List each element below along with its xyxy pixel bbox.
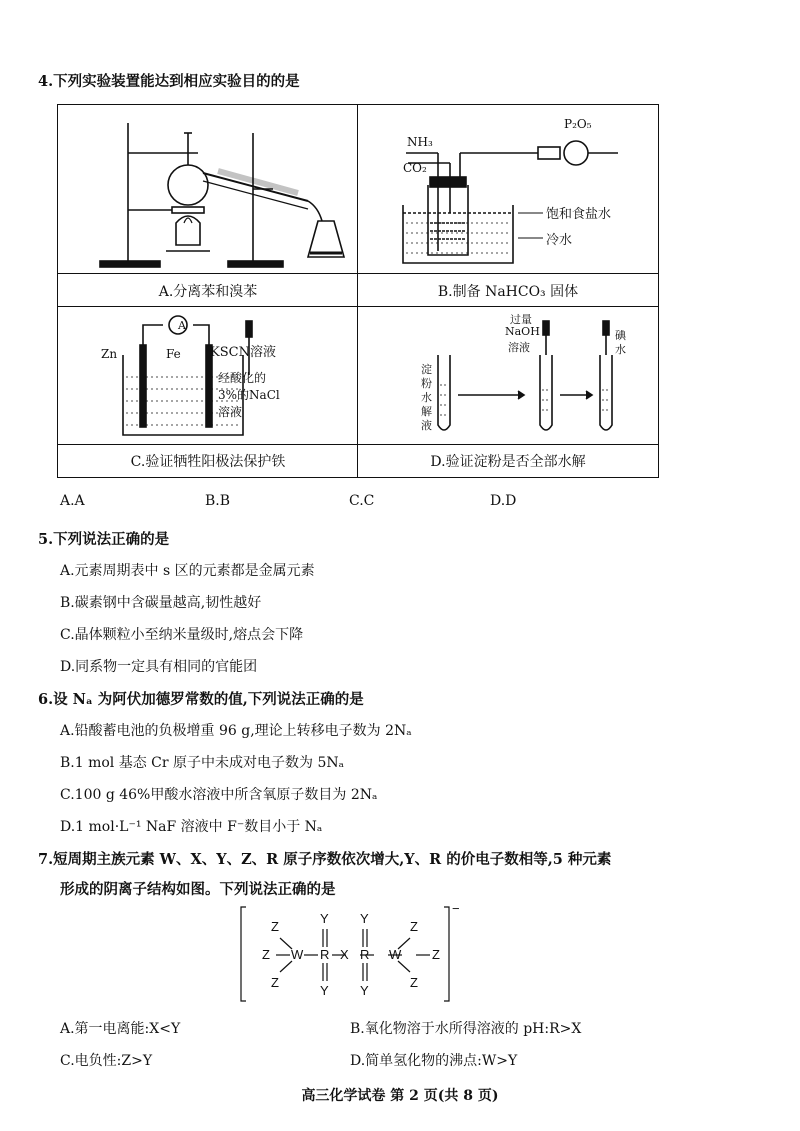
q5-option-d[interactable]: D.同系物一定具有相同的官能团 — [60, 659, 258, 675]
label-nacl: 3%的NaCl — [218, 388, 280, 402]
label-co2: CO₂ — [403, 161, 427, 175]
table-divider — [58, 444, 658, 445]
atom-y: Y — [320, 983, 329, 998]
caption-d: D.验证淀粉是否全部水解 — [430, 454, 586, 470]
q6-stem: 6.设 Nₐ 为阿伏加德罗常数的值,下列说法正确的是 — [38, 691, 364, 708]
label-naoh-solution: 溶液 — [508, 341, 530, 354]
atom-r: R — [320, 947, 330, 962]
atom-z: Z — [262, 947, 270, 962]
caption-c: C.验证牺牲阳极法保护铁 — [130, 454, 286, 470]
label-starch-4: 解 — [421, 405, 432, 418]
anion-charge: − — [452, 901, 460, 916]
atom-z: Z — [271, 919, 279, 934]
label-zn: Zn — [101, 347, 118, 361]
atom-w: W — [389, 947, 402, 962]
atom-w: W — [291, 947, 304, 962]
ammeter-icon: A — [178, 319, 186, 332]
q5-stem: 5.下列说法正确的是 — [38, 531, 170, 548]
anion-structure-diagram — [240, 901, 460, 1003]
caption-a: A.分离苯和溴苯 — [158, 284, 258, 300]
distillation-apparatus-drawing — [78, 113, 348, 269]
q4-stem: 4.下列实验装置能达到相应实验目的的是 — [38, 73, 300, 90]
atom-z: Z — [271, 975, 279, 990]
label-starch-3: 水 — [421, 391, 432, 404]
label-saturated-brine: 饱和食盐水 — [546, 207, 612, 222]
q4-option-a[interactable]: A.A — [60, 493, 85, 509]
q7-option-a[interactable]: A.第一电离能:X<Y — [60, 1021, 181, 1037]
q6-option-d[interactable]: D.1 mol·L⁻¹ NaF 溶液中 F⁻数目小于 Nₐ — [60, 819, 323, 835]
q4-option-d[interactable]: D.D — [490, 493, 517, 509]
atom-z: Z — [410, 975, 418, 990]
sacrificial-anode-drawing — [78, 315, 348, 441]
table-divider — [58, 273, 658, 274]
q7-option-b[interactable]: B.氧化物溶于水所得溶液的 pH:R>X — [350, 1021, 582, 1037]
atom-r: R — [360, 947, 370, 962]
atom-y: Y — [320, 911, 329, 926]
label-starch-1: 淀 — [421, 363, 432, 376]
page-footer: 高三化学试卷 第 2 页(共 8 页) — [301, 1088, 499, 1104]
atom-z: Z — [432, 947, 440, 962]
label-acidified: 经酸化的 — [218, 371, 267, 385]
q5-option-c[interactable]: C.晶体颗粒小至纳米量级时,熔点会下降 — [60, 627, 304, 643]
label-excess: 过量 — [510, 313, 532, 326]
q6-option-a[interactable]: A.铅酸蓄电池的负极增重 96 g,理论上转移电子数为 2Nₐ — [60, 723, 412, 739]
label-p2o5: P₂O₅ — [564, 117, 592, 131]
atom-x: X — [340, 947, 349, 962]
q7-option-d[interactable]: D.简单氢化物的沸点:W>Y — [350, 1053, 518, 1069]
atom-y: Y — [360, 983, 369, 998]
label-starch-2: 粉 — [421, 377, 432, 390]
q5-option-b[interactable]: B.碳素钢中含碳量越高,韧性越好 — [60, 595, 262, 611]
q4-apparatus-table — [57, 104, 659, 478]
label-naoh: NaOH — [505, 325, 540, 338]
q7-stem-line2: 形成的阴离子结构如图。下列说法正确的是 — [60, 881, 336, 898]
q5-option-a[interactable]: A.元素周期表中 s 区的元素都是金属元素 — [60, 563, 315, 579]
q6-option-b[interactable]: B.1 mol 基态 Cr 原子中未成对电子数为 5Nₐ — [60, 755, 345, 771]
label-cold-water: 冷水 — [546, 233, 573, 248]
q4-option-b[interactable]: B.B — [205, 493, 231, 509]
label-iodine-1: 碘 — [615, 329, 626, 342]
label-fe: Fe — [166, 347, 181, 361]
label-starch-5: 液 — [421, 419, 432, 432]
label-iodine-2: 水 — [615, 343, 626, 356]
q7-option-c[interactable]: C.电负性:Z>Y — [60, 1053, 153, 1069]
atom-z: Z — [410, 919, 418, 934]
label-nh3: NH₃ — [407, 135, 433, 149]
caption-b: B.制备 NaHCO₃ 固体 — [437, 284, 579, 300]
label-kscn: KSCN溶液 — [210, 345, 276, 360]
table-divider — [58, 306, 658, 307]
atom-y: Y — [360, 911, 369, 926]
q7-stem-line1: 7.短周期主族元素 W、X、Y、Z、R 原子序数依次增大,Y、R 的价电子数相等,5 种元素 — [38, 851, 612, 868]
label-solution: 溶液 — [218, 405, 243, 419]
q4-option-c[interactable]: C.C — [349, 493, 375, 509]
q6-option-c[interactable]: C.100 g 46%甲酸水溶液中所含氧原子数目为 2Nₐ — [60, 787, 378, 803]
